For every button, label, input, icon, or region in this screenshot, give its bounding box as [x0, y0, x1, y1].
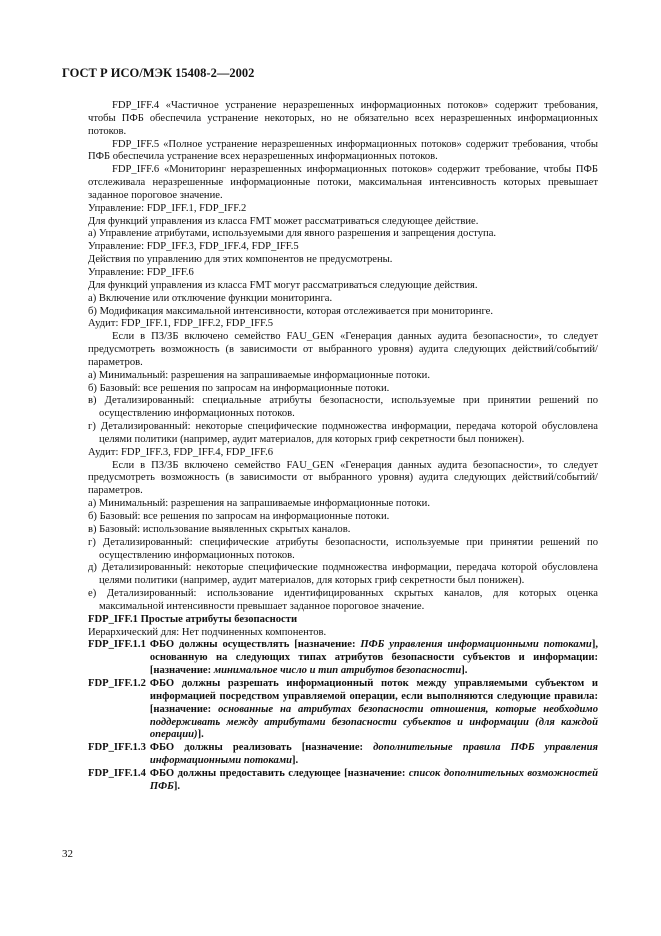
requirement-code: FDP_IFF.1.3 [88, 742, 146, 754]
page-body [88, 100, 598, 794]
list-item: а) Управление атрибутами, используемыми для явного разрешения и запрещения доступа. [88, 228, 497, 240]
list-item: г) Детализированный: специфические атрибуты безопасности, используемые при принятии решений по осуществлению информационных потоков. [88, 536, 598, 561]
list-item: а) Минимальный: разрешения на запрашиваемые информационные потоки. [88, 498, 430, 510]
requirement-text: ФБО должны осуществлять [назначение: ПФБ управления информационными потоками], основанную на следующих типах атрибутов безопасности субъектов и информации: [назначение: минимальное число и тип атрибутов безопасности]. [149, 639, 598, 677]
requirement [88, 678, 598, 742]
requirement-code: FDP_IFF.1.4 [88, 767, 146, 779]
list-item: в) Базовый: использование выявленных скрытых каналов. [88, 523, 351, 535]
requirement-code: FDP_IFF.1.1 [88, 639, 146, 651]
requirement-code: FDP_IFF.1.2 [88, 677, 146, 689]
paragraph: Для функций управления из класса FMT могут рассматриваться следующие действия. [88, 279, 478, 291]
list-item: г) Детализированный: некоторые специфические подмножества информации, передача которой обусловлена целями политики (например, аудит материалов, для которых гриф секретности был понижен). [88, 421, 598, 445]
paragraph: FDP_IFF.5 «Полное устранение неразрешенных информационных потоков» содержит требования, чтобы ПФБ обеспечила устранение всех неразрешенных информационных потоков. [88, 138, 598, 163]
paragraph: Для функций управления из класса FMT может рассматриваться следующее действие. [88, 215, 479, 227]
list-item: б) Базовый: все решения по запросам на информационные потоки. [88, 511, 390, 522]
list-item: б) Модификация максимальной интенсивности, которая отслеживается при мониторинге. [88, 305, 494, 317]
paragraph: Аудит: FDP_IFF.1, FDP_IFF.2, FDP_IFF.5 [88, 318, 274, 330]
requirement [88, 742, 598, 768]
requirement [88, 768, 598, 794]
component-hierarchy: Иерархический для: Нет подчиненных компонентов. [88, 626, 327, 638]
paragraph: Управление: FDP_IFF.3, FDP_IFF.4, FDP_IFF.5 [88, 241, 299, 253]
requirement [88, 639, 598, 678]
paragraph: FDP_IFF.6 «Мониторинг неразрешенных информационных потоков» содержит требование, чтобы ПФБ отслеживала неразрешенные информационные потоки, максимальная интенсивность которых превышает заданное пороговое значение. [88, 164, 598, 201]
paragraph: Если в ПЗ/ЗБ включено семейство FAU_GEN «Генерация данных аудита безопасности», то следует предусмотреть возможность (в зависимости от выбранного уровня) аудита следующих действий/событий/параметров. [88, 331, 598, 368]
page-header: ГОСТ Р ИСО/МЭК 15408-2—2002 [62, 66, 255, 80]
paragraph: Управление: FDP_IFF.6 [88, 266, 194, 278]
paragraph: Аудит: FDP_IFF.3, FDP_IFF.4, FDP_IFF.6 [88, 446, 274, 458]
list-item: в) Детализированный: специальные атрибуты безопасности, используемые при принятии решений по осуществлению информационных потоков. [88, 395, 598, 420]
paragraph: Действия по управлению для этих компонентов не предусмотрены. [88, 254, 393, 266]
list-item: е) Детализированный: использование идентифицированных скрытых каналов, для которых оценка максимальной интенсивности превышает заданное пороговое значение. [88, 588, 598, 612]
paragraph: Управление: FDP_IFF.1, FDP_IFF.2 [88, 202, 247, 214]
list-item: а) Включение или отключение функции мониторинга. [88, 292, 333, 304]
paragraph: FDP_IFF.4 «Частичное устранение неразрешенных информационных потоков» содержит требования, чтобы ПФБ обеспечила устранение некоторых, но не обязательно всех неразрешенных информационных потоков. [88, 100, 598, 137]
requirement-text: ФБО должны реализовать [назначение: дополнительные правила ПФБ управления информационными потоками]. [149, 742, 599, 767]
list-item: д) Детализированный: некоторые специфические подмножества информации, передача которой обусловлена целями политики (например, аудит материалов, для которых гриф секретности был понижен). [88, 562, 598, 587]
page-number: 32 [62, 848, 73, 860]
list-item: а) Минимальный: разрешения на запрашиваемые информационные потоки. [88, 369, 430, 381]
component-title: FDP_IFF.1 Простые атрибуты безопасности [88, 613, 298, 625]
list-item: б) Базовый: все решения по запросам на информационные потоки. [88, 382, 390, 394]
paragraph: Если в ПЗ/ЗБ включено семейство FAU_GEN «Генерация данных аудита безопасности», то следует предусмотреть возможность (в зависимости от выбранного уровня) аудита следующих действий/событий/параметров. [88, 459, 598, 497]
requirement-text: ФБО должны предоставить следующее [назначение: список дополнительных возможностей ПФБ]. [149, 767, 598, 792]
requirement-text: ФБО должны разрешать информационный поток между управляемыми субъектом и информацией посредством управляемой операции, если выполняются следующие правила: [назначение: основанные на атрибутах безопасности отношения, которые необходимо поддерживать между атрибутами безопасности субъектов и информации (для каждой операции)]. [149, 677, 598, 741]
